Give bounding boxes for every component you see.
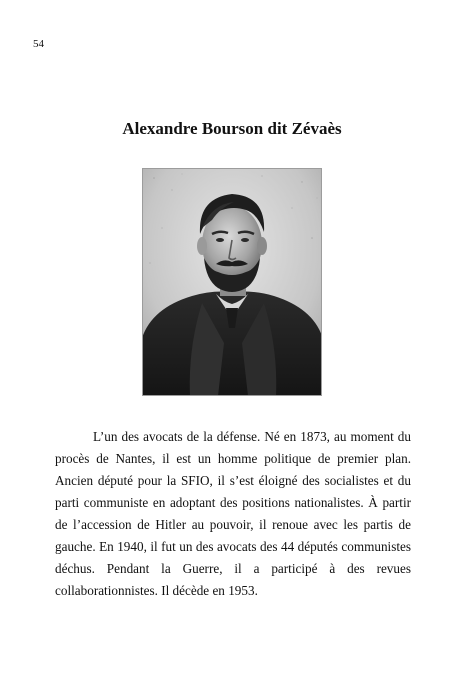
portrait-photo (142, 168, 322, 396)
page-number: 54 (33, 38, 44, 50)
body-paragraph: L’un des avocats de la défense. Né en 1873, au moment du procès de Nantes, il est un homme politique de premier plan. Ancien député pour la SFIO, il s’est éloigné des socialistes et du parti communiste en adoptant des positions nationalistes. À partir de l’accession de Hitler au pouvoir, il renoue avec les partis de gauche. En 1940, il fut un des avocats des 44 députés communistes déchus. Pendant la Guerre, il a participé à des revues collaborationnistes. Il décède en 1953. (55, 429, 411, 598)
page-title: Alexandre Bourson dit Zévaès (122, 119, 342, 138)
